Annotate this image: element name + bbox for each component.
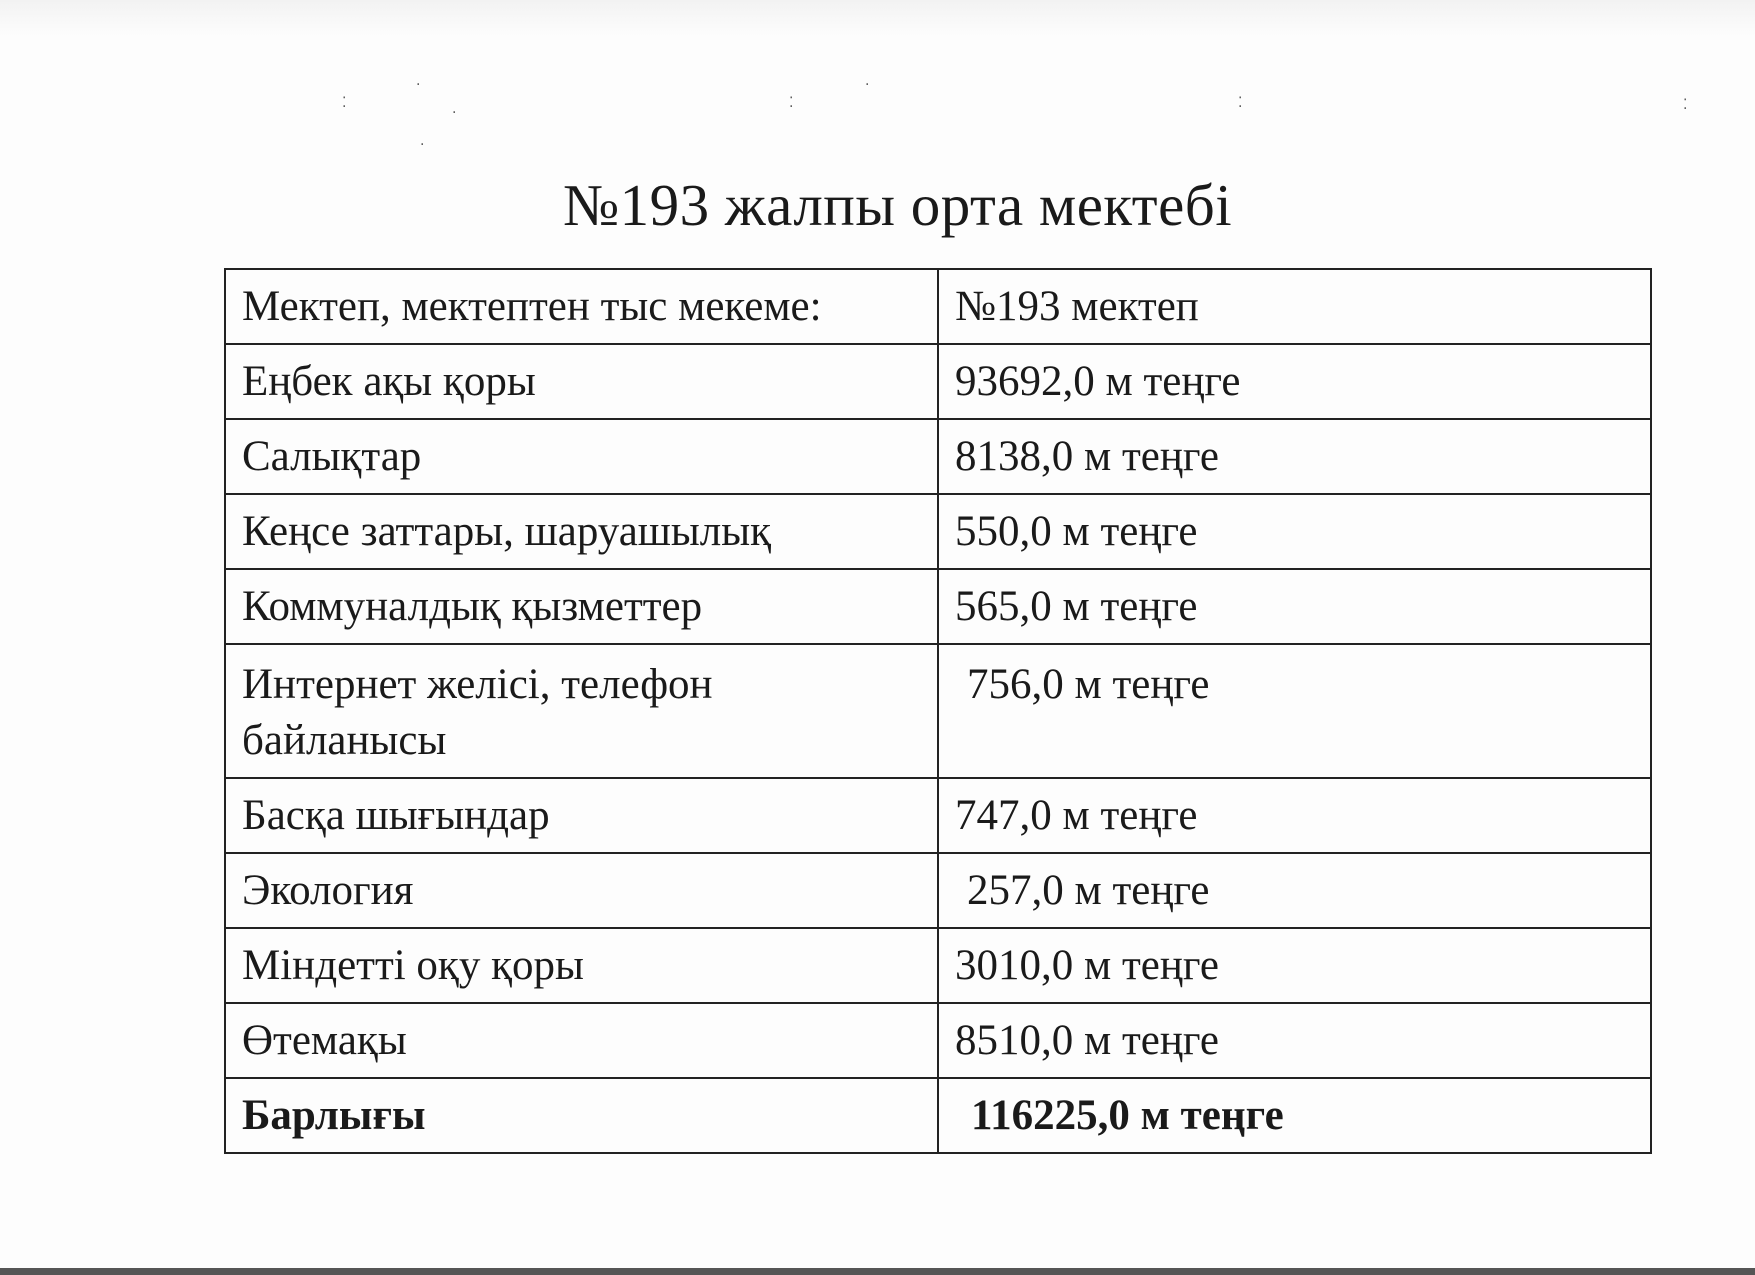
budget-table	[224, 268, 1652, 1154]
dust-speck: ·	[865, 77, 870, 93]
punch-hole-mark: ⁚	[1238, 95, 1243, 111]
table-row	[225, 269, 1651, 344]
punch-hole-mark: ⁚	[1683, 97, 1688, 113]
table-row	[225, 494, 1651, 569]
table-row	[225, 928, 1651, 1003]
page-title: №193 жалпы орта мектебі	[562, 172, 1233, 238]
table-row	[225, 569, 1651, 644]
table-row	[225, 344, 1651, 419]
punch-hole-mark: ⁚	[789, 95, 794, 111]
row-value: 756,0 м теңге	[938, 644, 1651, 778]
row-label: Өтемақы	[225, 1003, 938, 1078]
row-value: 257,0 м теңге	[938, 853, 1651, 928]
row-label: Басқа шығындар	[225, 778, 938, 853]
row-value: 93692,0 м теңге	[938, 344, 1651, 419]
row-label: Интернет желісі, телефон байланысы	[225, 644, 938, 778]
table-row	[225, 1003, 1651, 1078]
scan-bottom-edge	[0, 1268, 1755, 1275]
row-value: №193 мектеп	[938, 269, 1651, 344]
row-value: 747,0 м теңге	[938, 778, 1651, 853]
row-label: Кеңсе заттары, шаруашылық	[225, 494, 938, 569]
row-label: Экология	[225, 853, 938, 928]
row-label: Еңбек ақы қоры	[225, 344, 938, 419]
total-label: Барлығы	[225, 1078, 938, 1153]
row-label: Міндетті оқу қоры	[225, 928, 938, 1003]
punch-hole-mark: ⁚	[342, 95, 347, 111]
total-value: 116225,0 м теңге	[938, 1078, 1651, 1153]
dust-speck: ·	[452, 105, 457, 121]
table-row	[225, 419, 1651, 494]
table-row	[225, 853, 1651, 928]
row-value: 8510,0 м теңге	[938, 1003, 1651, 1078]
row-value: 8138,0 м теңге	[938, 419, 1651, 494]
scan-top-edge	[0, 0, 1755, 36]
table-row	[225, 778, 1651, 853]
row-label: Салықтар	[225, 419, 938, 494]
dust-speck: ·	[420, 137, 425, 153]
table-row	[225, 644, 1651, 778]
total-row	[225, 1078, 1651, 1153]
dust-speck: ·	[416, 77, 421, 93]
row-value: 565,0 м теңге	[938, 569, 1651, 644]
row-label: Мектеп, мектептен тыс мекеме:	[225, 269, 938, 344]
row-value: 550,0 м теңге	[938, 494, 1651, 569]
row-value: 3010,0 м теңге	[938, 928, 1651, 1003]
row-label: Коммуналдық қызметтер	[225, 569, 938, 644]
